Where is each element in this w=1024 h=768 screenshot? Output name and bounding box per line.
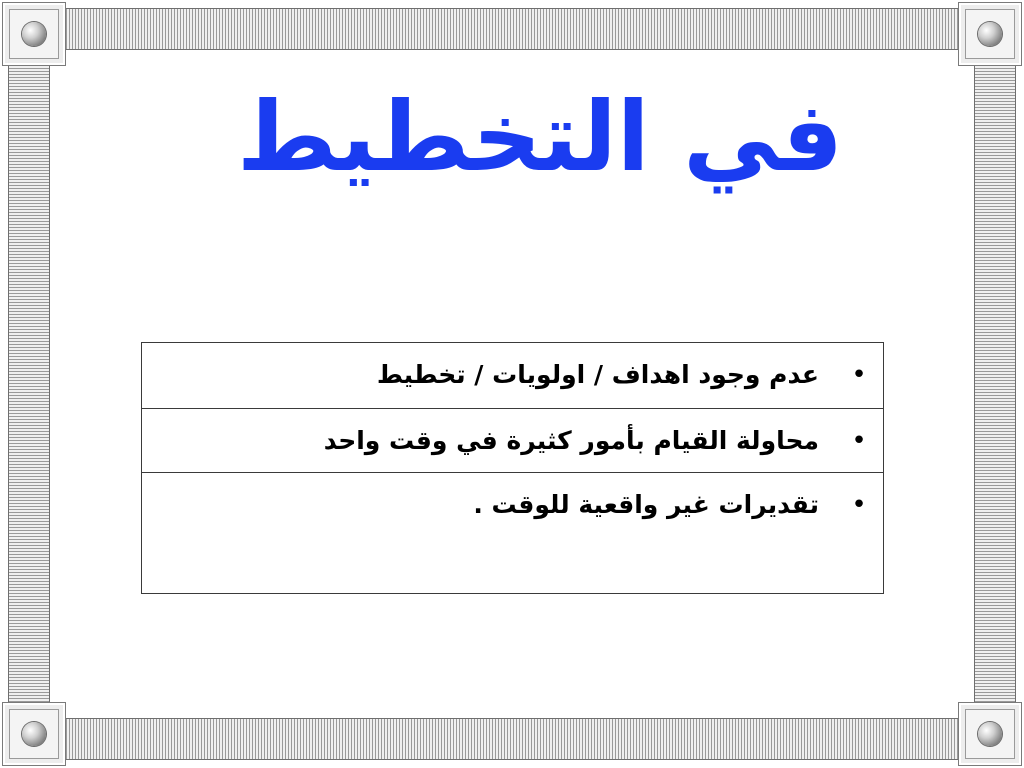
frame-right-border: [974, 60, 1016, 708]
table-row: [142, 473, 883, 593]
bullet-text: عدم وجود اهداف / اولويات / تخطيط: [376, 360, 819, 389]
bullet-icon: •: [851, 490, 867, 520]
corner-top-left: [3, 3, 65, 65]
bolt-icon: [978, 722, 1002, 746]
bolt-icon: [22, 722, 46, 746]
bullet-icon: •: [851, 426, 867, 456]
frame-left-border: [8, 60, 50, 708]
slide-title: في التخطيط: [236, 81, 844, 193]
corner-top-right: [959, 3, 1021, 65]
corner-bottom-right: [959, 703, 1021, 765]
corner-bottom-left: [3, 703, 65, 765]
table-row: [142, 409, 883, 473]
bullet-table: [141, 342, 884, 594]
bullet-icon: •: [851, 360, 867, 390]
table-row: [142, 343, 883, 409]
bullet-text: محاولة القيام بأمور كثيرة في وقت واحد: [323, 426, 819, 455]
bullet-text: تقديرات غير واقعية للوقت .: [473, 490, 819, 519]
bolt-icon: [978, 22, 1002, 46]
bolt-icon: [22, 22, 46, 46]
frame-top-border: [60, 8, 964, 50]
frame-bottom-border: [60, 718, 964, 760]
